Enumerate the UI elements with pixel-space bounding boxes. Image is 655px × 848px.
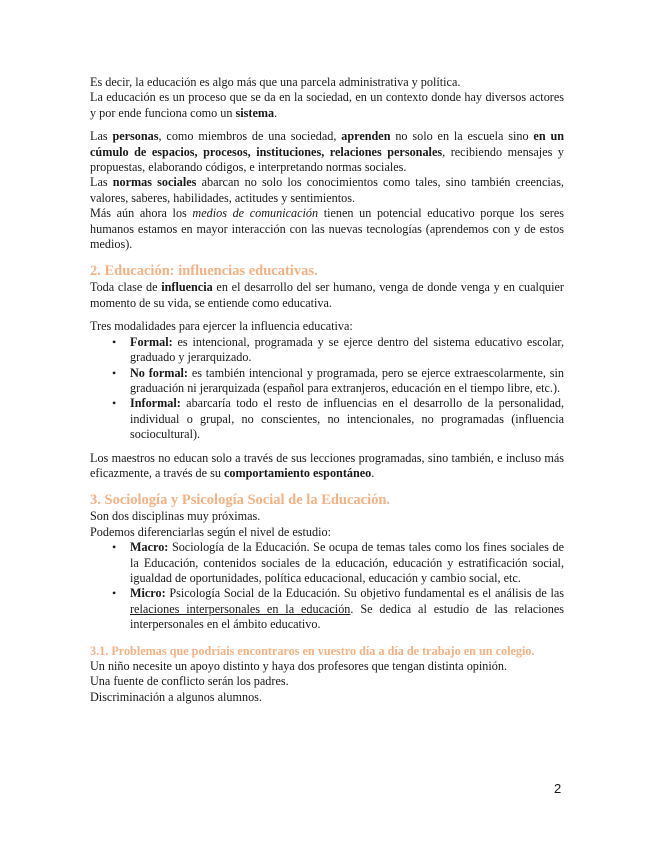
list-item-informal: • Informal: abarcaría todo el resto de influencias en el desarrollo de la personalidad, individual o grupal, no conscientes, no intencionales, no programadas (influencia sociocultural).	[130, 396, 564, 442]
problem-line: Un niño necesite un apoyo distinto y haya dos profesores que tengan distinta opinión.	[90, 659, 508, 673]
list-item-formal: • Formal: es intencional, programada y se ejerce dentro del sistema educativo escolar, graduado y jerarquizado.	[130, 335, 564, 366]
list-item-macro: • Macro: Sociología de la Educación. Se ocupa de temas tales como los fines sociales de la Educación, contenidos sociales de la educación, educación y estratificación social, igualdad de oportunidades, política educacional, educación y cambio social, etc.	[130, 540, 564, 586]
disciplinas-paragraph: Son dos disciplinas muy próximas.	[90, 509, 261, 524]
list-item-no-formal: • No formal: es también intencional y programada, pero se ejerce extraescolarmente, sin graduación ni jerarquizada (español para extranjeros, educación en el tiempo libre, etc.).	[130, 366, 564, 397]
problem-line: Una fuente de conflicto serán los padres.	[90, 674, 289, 689]
intro-paragraph-1: Es decir, la educación es algo más que una parcela administrativa y política.	[90, 75, 461, 89]
modalidades-intro: Tres modalidades para ejercer la influencia educativa:	[90, 319, 353, 334]
personas-paragraph: Las personas, como miembros de una sociedad, aprenden no solo en la escuela sino en un cúmulo de espacios, procesos, instituciones, relaciones personales, recibiendo mensajes y propuestas, elaborando códigos, e interpretando normas sociales.	[90, 129, 564, 175]
section-2-heading: 2. Educación: influencias educativas.	[90, 263, 318, 280]
nivel-estudio-paragraph: Podemos diferenciarlas según el nivel de estudio:	[90, 524, 331, 539]
niveles-list	[90, 540, 564, 632]
list-item-micro: • Micro: Psicología Social de la Educación. Su objetivo fundamental es el análisis de las relaciones interpersonales en la educación. Se dedica al estudio de las relaciones interpersonales en el ámbito educativo.	[130, 586, 564, 632]
intro-paragraph-2: La educación es un proceso que se da en la sociedad, en un contexto donde hay diversos actores y por ende funciona como un sistema.	[90, 90, 564, 120]
modalidades-list	[90, 335, 564, 443]
medios-paragraph: Más aún ahora los medios de comunicación tienen un potencial educativo porque los seres humanos estamos en mayor interacción con las nuevas tecnologías (aprendemos con y de estos medios).	[90, 206, 564, 252]
page-number: 2	[554, 781, 562, 796]
section-3-heading: 3. Sociología y Psicología Social de la Educación.	[90, 492, 391, 509]
maestros-paragraph: Los maestros no educan solo a través de sus lecciones programadas, sino también, e incluso más eficazmente, a través de su comportamiento espontáneo.	[90, 450, 564, 480]
influencia-paragraph: Toda clase de influencia en el desarrollo del ser humano, venga de donde venga y en cualquier momento de su vida, se entiende como educativa.	[90, 280, 564, 310]
document-page	[90, 75, 564, 705]
problem-line: Discriminación a algunos alumnos.	[90, 689, 262, 704]
normas-paragraph: Las normas sociales abarcan no solo los conocimientos como tales, sino también creencias, valores, saberes, habilidades, actitudes y sentimientos.	[90, 175, 564, 205]
section-3-1-heading: 3.1. Problemas que podríais encontraros en vuestro día a día de trabajo en un colegio.	[90, 643, 535, 658]
